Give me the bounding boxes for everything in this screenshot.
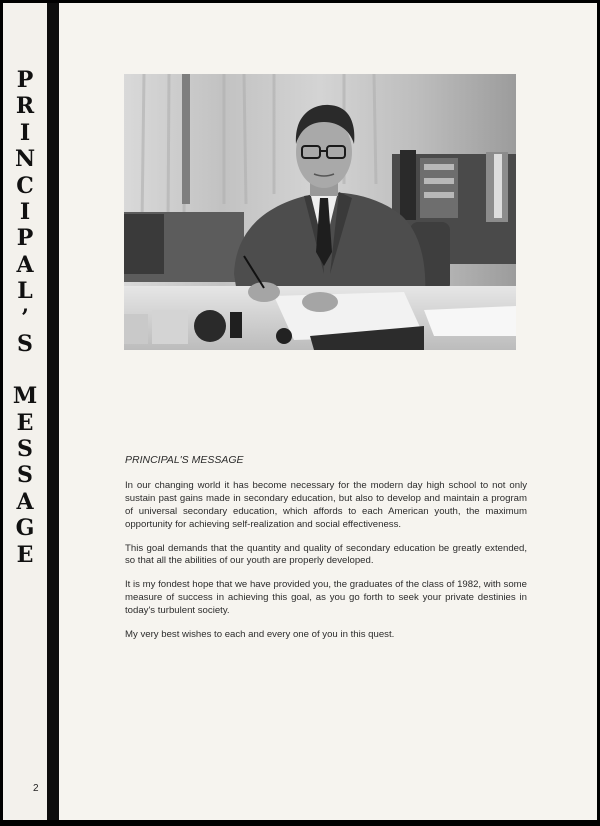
title-letter: A bbox=[16, 488, 34, 515]
title-letter: S bbox=[17, 462, 33, 489]
vertical-page-title bbox=[3, 67, 47, 568]
message-paragraph: My very best wishes to each and every one of you in this quest. bbox=[125, 629, 395, 641]
yearbook-page bbox=[3, 3, 597, 820]
message-paragraph: This goal demands that the quantity and quality of secondary education be greatly extended, so that all the abilities of our youth are properly developed. bbox=[125, 542, 527, 567]
title-letter: ’ bbox=[21, 304, 29, 331]
page-number: 2 bbox=[33, 783, 39, 794]
vertical-divider-bar bbox=[47, 3, 59, 820]
title-letter: P bbox=[16, 225, 34, 252]
title-letter: I bbox=[19, 198, 31, 225]
title-letter: L bbox=[17, 278, 33, 305]
title-letter: E bbox=[16, 409, 34, 436]
message-heading: PRINCIPAL'S MESSAGE bbox=[125, 454, 244, 466]
message-paragraph: In our changing world it has become necessary for the modern day high school to not only sustain past gains made in secondary education, but also to develop and maintain a program of universal secondary education, which affords to each American youth, the maximum opportunity for achieving self-realization and social effectiveness. bbox=[125, 479, 527, 530]
title-letter: P bbox=[16, 67, 34, 93]
title-letter: I bbox=[19, 119, 31, 146]
title-word-principals bbox=[15, 67, 35, 357]
message-paragraph: It is my fondest hope that we have provided you, the graduates of the class of 1982, with some measure of success in achieving this goal, as you go forth to seek your private destinies in today's turbulent society. bbox=[125, 579, 527, 617]
title-letter: S bbox=[17, 330, 33, 357]
title-letter: C bbox=[16, 172, 34, 199]
title-letter: M bbox=[12, 383, 38, 410]
title-letter: N bbox=[14, 146, 36, 173]
title-letter: R bbox=[15, 93, 35, 120]
title-word-message bbox=[13, 383, 37, 568]
title-letter: S bbox=[17, 436, 33, 463]
principal-message bbox=[125, 454, 527, 653]
title-letter: G bbox=[15, 515, 35, 542]
title-letter: E bbox=[16, 541, 34, 568]
principal-photo-illustration bbox=[124, 74, 516, 350]
principal-photo bbox=[124, 74, 516, 350]
title-letter: A bbox=[16, 251, 34, 278]
